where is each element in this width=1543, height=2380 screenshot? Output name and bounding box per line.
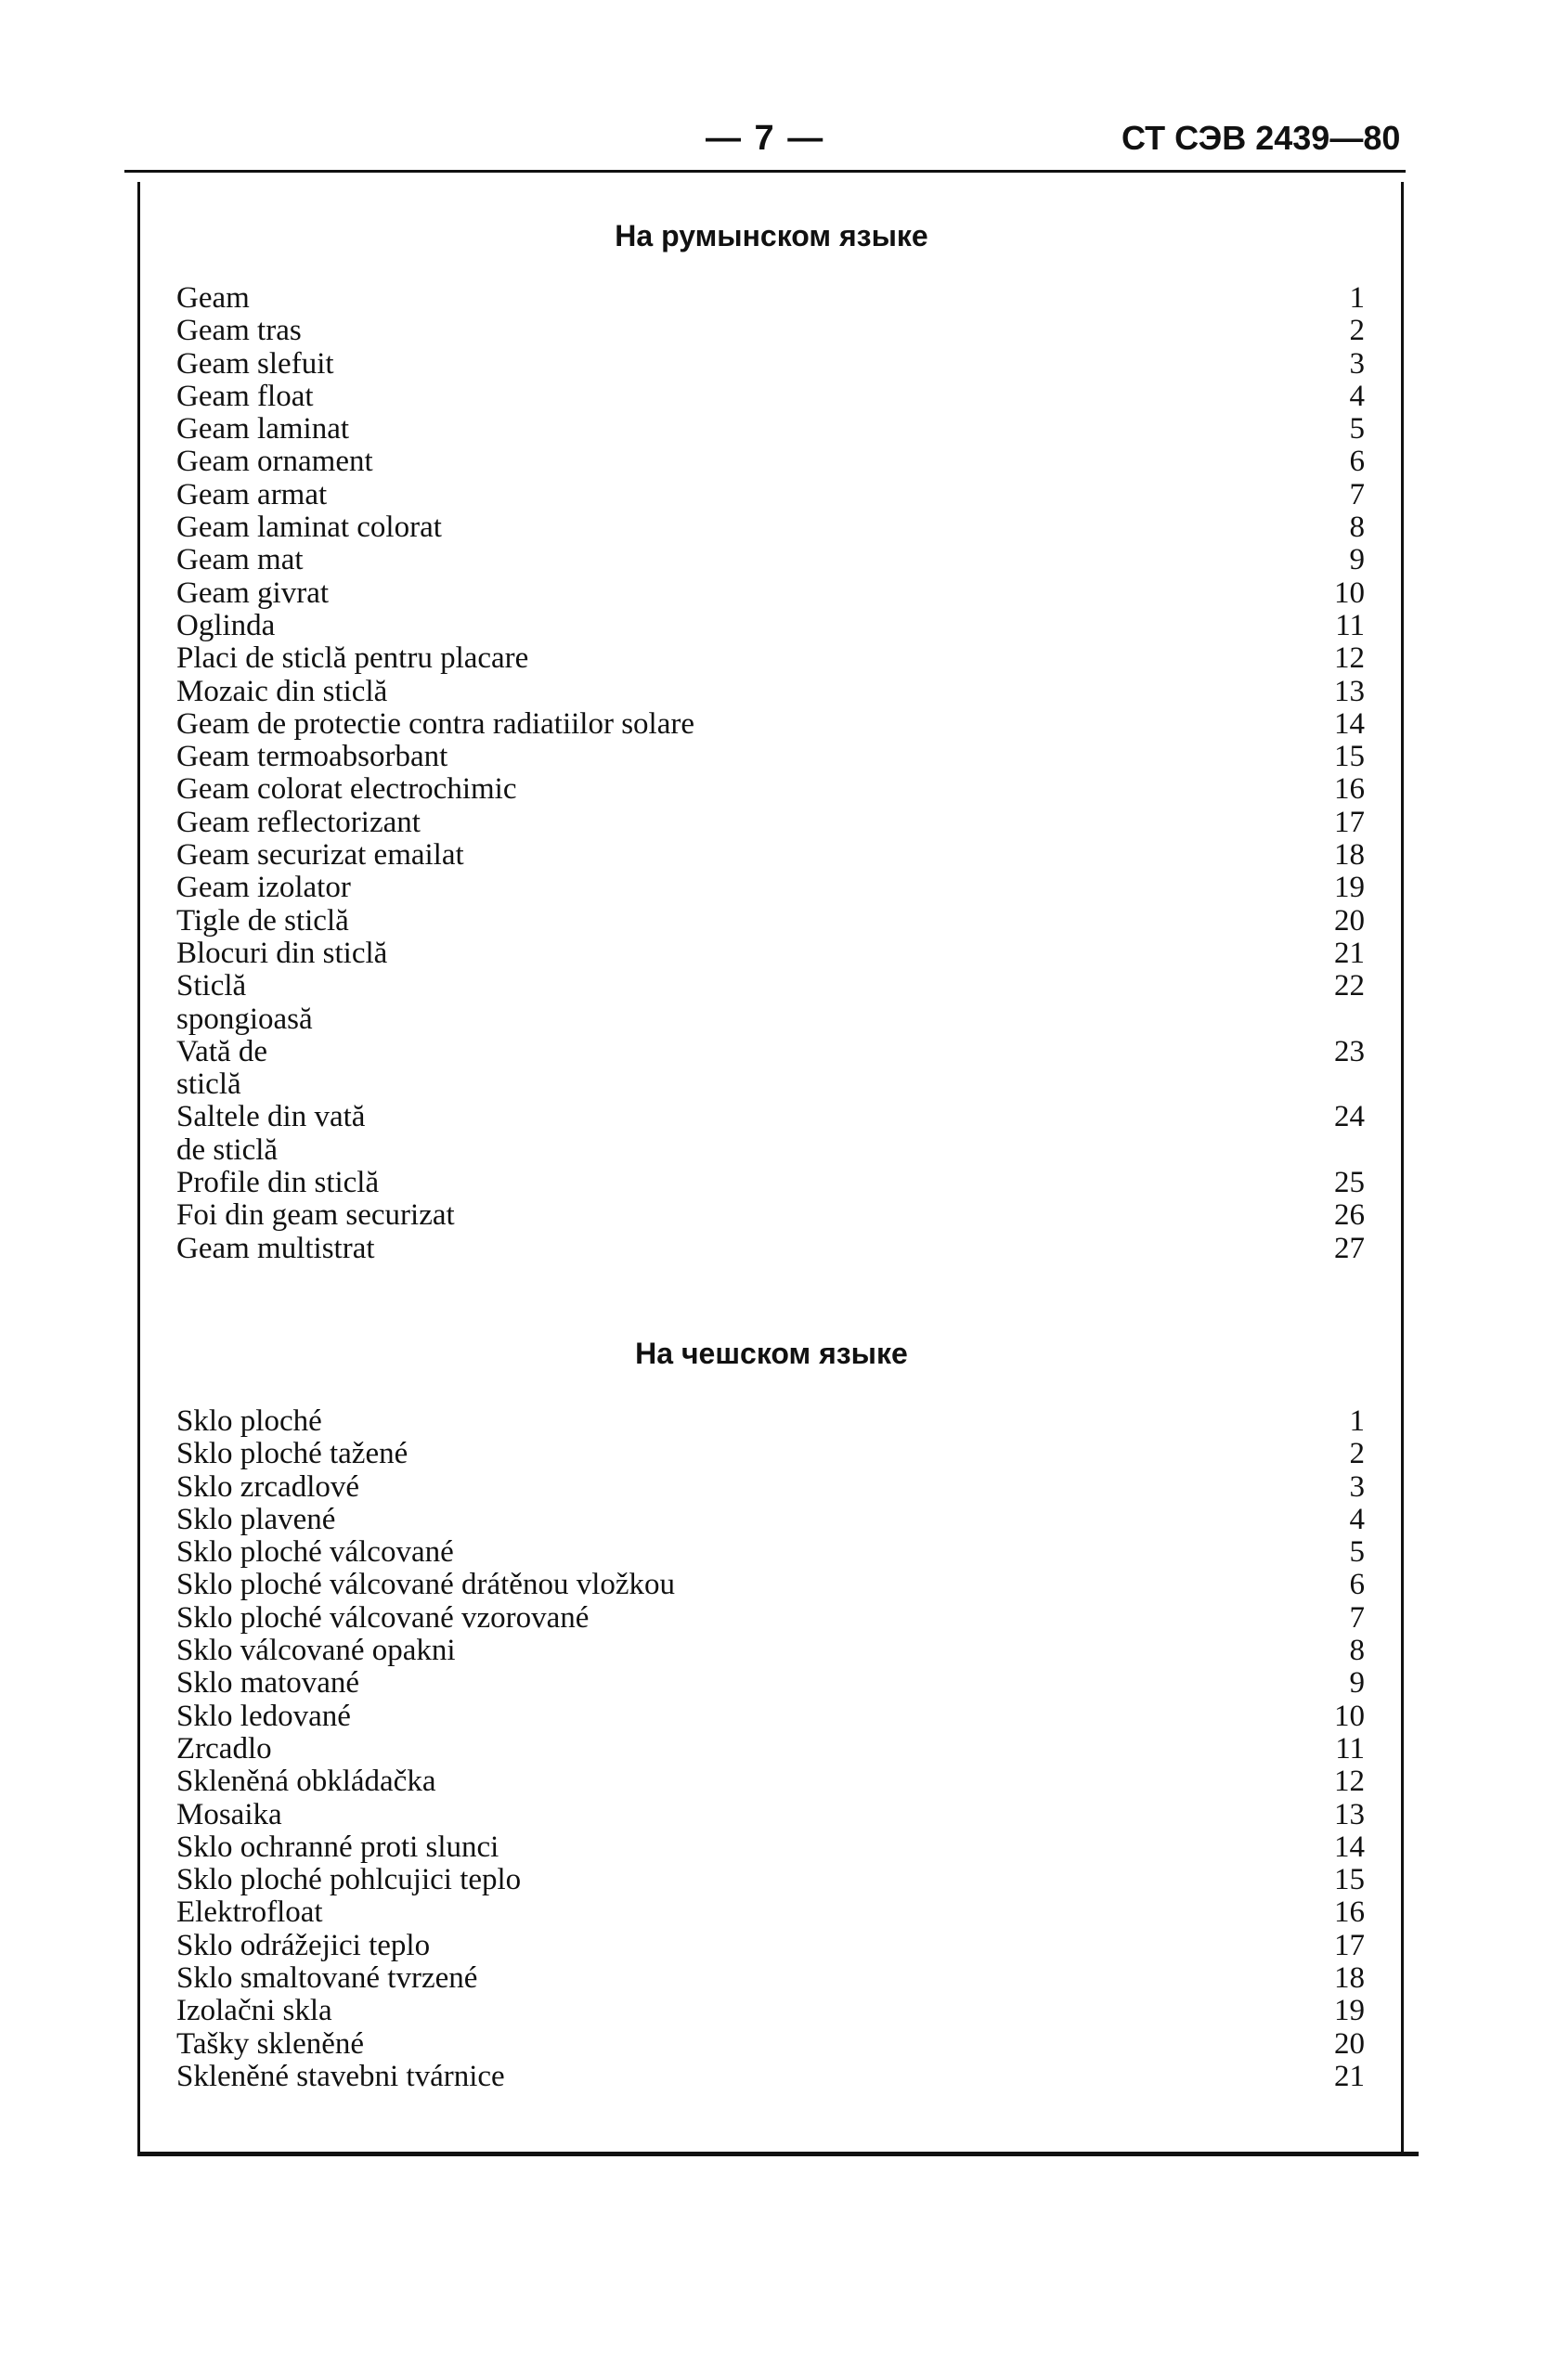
term-entry [176, 610, 1365, 642]
term-text: Sklo ploché tažené [176, 1437, 408, 1471]
term-text: Skleněné stavebni tvárnice [176, 2059, 505, 2093]
czech-term-list [176, 1405, 1365, 2093]
term-number: 9 [1349, 1666, 1365, 1701]
term-number: 15 [1334, 740, 1365, 774]
term-entry [176, 1733, 1365, 1766]
term-entry [176, 544, 1365, 576]
term-number: 20 [1334, 903, 1365, 938]
term-number: 17 [1334, 805, 1365, 839]
term-number: 13 [1334, 674, 1365, 708]
term-entry [176, 1995, 1365, 2027]
term-entry [176, 2028, 1365, 2061]
term-text: Sklo ploché válcované drátěnou vložkou [176, 1568, 676, 1602]
term-entry [176, 676, 1365, 708]
term-text: Sklo ploché válcované vzorované [176, 1600, 590, 1635]
term-text: Geam laminat colorat [176, 511, 442, 545]
frame-bottom-border [137, 2152, 1419, 2156]
term-text: Geam float [176, 379, 314, 413]
term-entry [176, 1405, 1365, 1438]
romanian-term-list [176, 282, 1365, 1265]
term-text: Sklo válcované opakni [176, 1634, 456, 1668]
term-text: Geam reflectorizant [176, 805, 421, 839]
term-text: Geam de protectie contra radiatiilor solare [176, 706, 694, 741]
term-entry [176, 282, 1365, 315]
term-entry [176, 2061, 1365, 2093]
term-number: 3 [1349, 346, 1365, 381]
term-text: Sklo ploché pohlcujici teplo [176, 1863, 522, 1897]
term-number: 2 [1349, 1437, 1365, 1471]
term-number: 20 [1334, 2026, 1365, 2061]
term-text: Sklo matované [176, 1666, 360, 1701]
term-entry [176, 1536, 1365, 1569]
term-text: Sklo plavené [176, 1502, 336, 1536]
term-entry [176, 1831, 1365, 1864]
term-text: Geam colorat electrochimic [176, 772, 517, 807]
term-entry [176, 1667, 1365, 1700]
term-text: Saltele din vată de sticlă [176, 1100, 366, 1167]
term-number: 24 [1334, 1100, 1365, 1134]
term-text: Sklo zrcadlové [176, 1469, 360, 1504]
term-text: Geam laminat [176, 412, 350, 446]
term-text: Tigle de sticlă [176, 903, 349, 938]
term-number: 4 [1349, 1502, 1365, 1536]
term-text: Geam ornament [176, 445, 373, 479]
term-number: 5 [1349, 412, 1365, 446]
term-number: 7 [1349, 477, 1365, 511]
term-text: Tašky skleněné [176, 2026, 365, 2061]
header-rule [124, 170, 1406, 173]
term-entry [176, 773, 1365, 806]
term-number: 8 [1349, 1634, 1365, 1668]
term-text: Izolačni skla [176, 1994, 332, 2028]
term-entry [176, 708, 1365, 741]
term-text: Sklo smaltované tvrzené [176, 1961, 478, 1996]
term-text: Mozaic din sticlă [176, 674, 388, 708]
term-number: 21 [1334, 2059, 1365, 2093]
term-number: 16 [1334, 772, 1365, 807]
term-entry [176, 642, 1365, 675]
term-entry [176, 1199, 1365, 1232]
term-text: Geam termoabsorbant [176, 740, 448, 774]
term-entry [176, 741, 1365, 773]
term-number: 19 [1334, 871, 1365, 905]
term-text: Blocuri din sticlă [176, 936, 388, 970]
term-text: Sklo ledované [176, 1699, 351, 1733]
term-text: Elektrofloat [176, 1895, 323, 1930]
term-number: 2 [1349, 314, 1365, 348]
term-text: Geam tras [176, 314, 302, 348]
term-number: 16 [1334, 1895, 1365, 1930]
term-number: 14 [1334, 1830, 1365, 1864]
term-text: Geam [176, 281, 250, 315]
frame-left-border [137, 182, 140, 2154]
term-text: Sklo ploché válcované [176, 1535, 454, 1570]
term-number: 3 [1349, 1469, 1365, 1504]
term-number: 18 [1334, 1961, 1365, 1996]
term-number: 7 [1349, 1600, 1365, 1635]
term-number: 27 [1334, 1231, 1365, 1265]
frame-right-border [1401, 182, 1404, 2154]
page-number: — 7 — [706, 119, 825, 158]
term-entry [176, 905, 1365, 938]
term-entry [176, 577, 1365, 610]
term-number: 5 [1349, 1535, 1365, 1570]
term-number: 17 [1334, 1928, 1365, 1962]
term-text: Sklo ploché [176, 1404, 322, 1438]
term-number: 12 [1334, 641, 1365, 676]
term-number: 1 [1349, 1404, 1365, 1438]
term-entry [176, 381, 1365, 413]
section-title-czech: На чешском языке [635, 1337, 908, 1370]
term-number: 15 [1334, 1863, 1365, 1897]
term-text: Geam armat [176, 477, 328, 511]
term-entry [176, 1101, 1365, 1167]
term-number: 25 [1334, 1166, 1365, 1200]
term-text: Zrcadlo [176, 1731, 272, 1766]
term-number: 6 [1349, 445, 1365, 479]
term-text: Oglinda [176, 608, 276, 642]
term-number: 10 [1334, 576, 1365, 610]
term-entry [176, 1438, 1365, 1470]
term-entry [176, 1036, 1365, 1102]
term-entry [176, 872, 1365, 904]
term-number: 22 [1334, 969, 1365, 1003]
term-entry [176, 1635, 1365, 1667]
term-text: Placi de sticlă pentru placare [176, 641, 529, 676]
term-number: 19 [1334, 1994, 1365, 2028]
term-text: Geam slefuit [176, 346, 334, 381]
term-text: Sticlă spongioasă [176, 969, 313, 1036]
term-number: 23 [1334, 1034, 1365, 1068]
term-entry [176, 1504, 1365, 1536]
term-entry [176, 1766, 1365, 1798]
term-text: Foi din geam securizat [176, 1198, 455, 1233]
term-entry [176, 479, 1365, 511]
standard-code: СТ СЭВ 2439—80 [1122, 119, 1401, 157]
term-entry [176, 839, 1365, 872]
term-number: 9 [1349, 543, 1365, 577]
term-entry [176, 1167, 1365, 1199]
term-entry [176, 413, 1365, 446]
term-number: 11 [1335, 1731, 1365, 1766]
term-number: 21 [1334, 936, 1365, 970]
term-entry [176, 807, 1365, 839]
page-header [0, 119, 1543, 165]
term-entry [176, 348, 1365, 381]
term-text: Sklo odrážejici teplo [176, 1928, 431, 1962]
term-entry [176, 1962, 1365, 1995]
term-text: Geam givrat [176, 576, 330, 610]
term-entry [176, 970, 1365, 1036]
term-entry [176, 1930, 1365, 1962]
section-title-romanian: На румынском языке [615, 219, 928, 252]
term-entry [176, 1896, 1365, 1929]
term-text: Skleněná obkládačka [176, 1765, 436, 1799]
term-number: 6 [1349, 1568, 1365, 1602]
term-entry [176, 1864, 1365, 1896]
term-entry [176, 1799, 1365, 1831]
term-text: Geam mat [176, 543, 304, 577]
term-entry [176, 511, 1365, 544]
term-entry [176, 938, 1365, 970]
term-number: 18 [1334, 838, 1365, 873]
term-number: 4 [1349, 379, 1365, 413]
term-text: Sklo ochranné proti slunci [176, 1830, 499, 1864]
term-entry [176, 1569, 1365, 1601]
term-entry [176, 1701, 1365, 1733]
term-number: 14 [1334, 706, 1365, 741]
term-entry [176, 1471, 1365, 1504]
term-number: 13 [1334, 1797, 1365, 1831]
term-number: 1 [1349, 281, 1365, 315]
term-entry [176, 1602, 1365, 1635]
term-text: Vată de sticlă [176, 1034, 268, 1102]
term-entry [176, 315, 1365, 347]
term-number: 26 [1334, 1198, 1365, 1233]
term-text: Geam securizat emailat [176, 838, 464, 873]
term-text: Profile din sticlă [176, 1166, 380, 1200]
term-number: 8 [1349, 511, 1365, 545]
term-number: 10 [1334, 1699, 1365, 1733]
term-text: Mosaika [176, 1797, 282, 1831]
term-text: Geam izolator [176, 871, 351, 905]
term-entry [176, 446, 1365, 478]
term-number: 12 [1334, 1765, 1365, 1799]
term-entry [176, 1233, 1365, 1265]
term-number: 11 [1335, 608, 1365, 642]
term-text: Geam multistrat [176, 1231, 375, 1265]
